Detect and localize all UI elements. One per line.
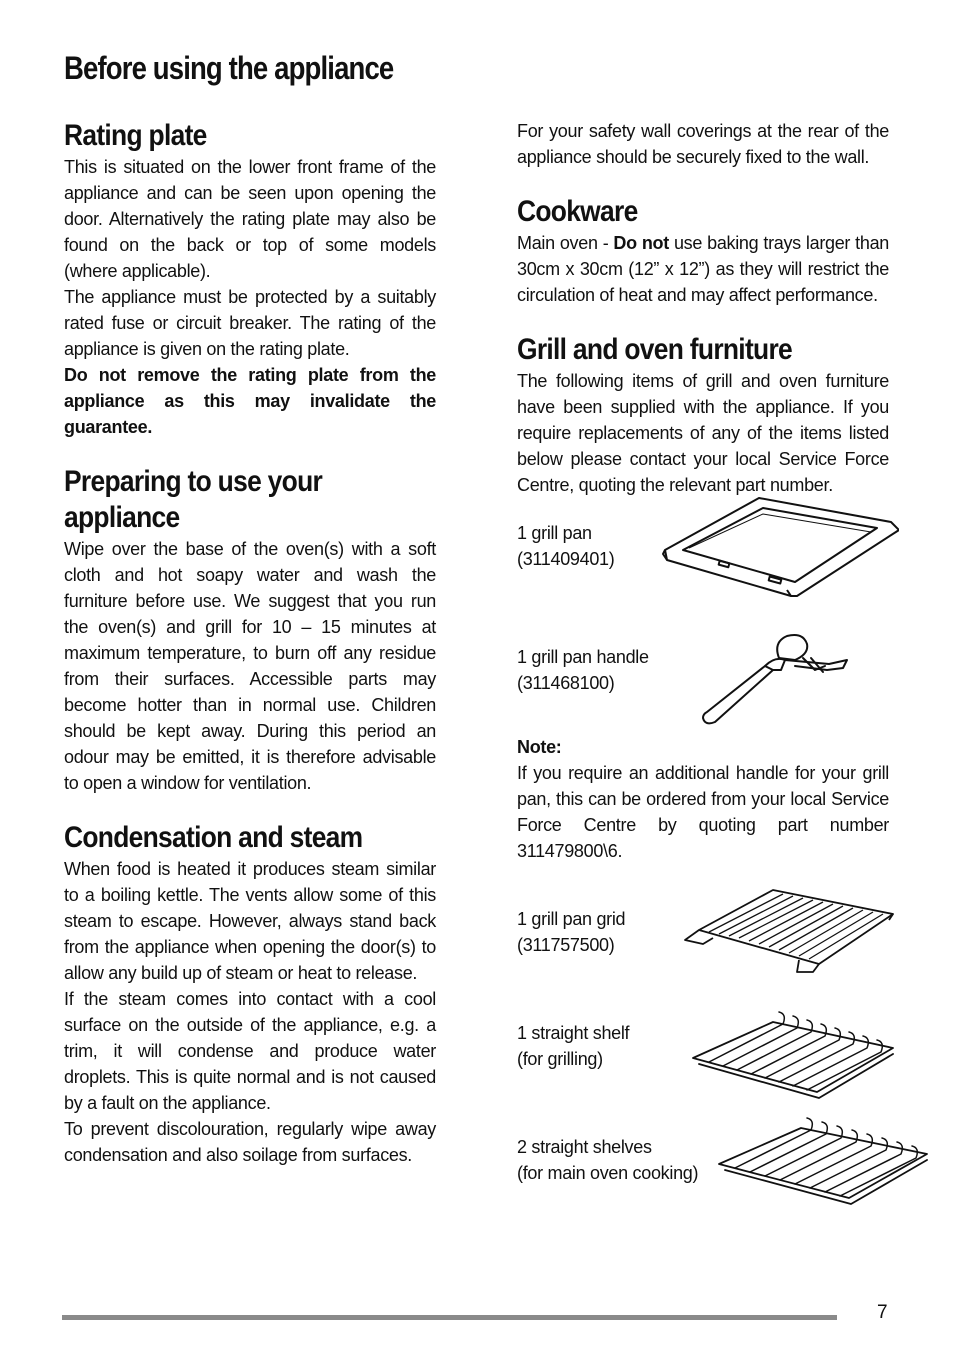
- cookware-section: [517, 194, 889, 308]
- item-part-number: (311468100): [517, 673, 615, 693]
- preparing-paragraph: Wipe over the base of the oven(s) with a soft cloth and hot soapy water and wash the furniture before use. We suggest that you run the oven(s) and grill for 10 – 15 minutes at maximum temperature, to burn off any residue from their surfaces. Accessible parts may become hotter than in normal use. Children should be kept away. During this period an odour may be emitted, it is therefore advisable to open a window for ventilation.: [64, 539, 436, 793]
- straight-shelves-icon: [713, 1114, 935, 1206]
- page-number: 7: [877, 1302, 888, 1323]
- footer-rule: [62, 1315, 837, 1320]
- note-block: [517, 734, 889, 864]
- page-title: Before using the appliance: [64, 50, 394, 86]
- item-name: 2 straight shelves: [517, 1137, 652, 1157]
- grill-pan-icon: [659, 492, 899, 600]
- cookware-heading: Cookware: [517, 195, 638, 228]
- item-part-number: (for main oven cooking): [517, 1163, 699, 1183]
- furniture-item-straight-shelves: [517, 1134, 889, 1214]
- item-part-number: (311409401): [517, 549, 615, 569]
- item-name: 1 grill pan handle: [517, 647, 649, 667]
- cookware-do-not: Do not: [613, 233, 669, 253]
- condensation-section: [64, 820, 436, 1168]
- rating-plate-warning: Do not remove the rating plate from the appliance as this may invalidate the guarantee.: [64, 365, 436, 437]
- item-label: [517, 1020, 629, 1072]
- rating-plate-paragraph-2: The appliance must be protected by a suitably rated fuse or circuit breaker. The rating of the appliance is given on the rating plate.: [64, 287, 436, 359]
- item-part-number: (311757500): [517, 935, 615, 955]
- item-name: 1 straight shelf: [517, 1023, 630, 1043]
- furniture-item-grill-pan-handle: [517, 644, 889, 734]
- cookware-paragraph: [517, 230, 889, 308]
- grill-pan-grid-icon: [679, 886, 899, 978]
- item-label: [517, 1134, 698, 1186]
- furniture-item-grill-pan-grid: [517, 906, 889, 1020]
- item-name: 1 grill pan: [517, 523, 592, 543]
- spacer: [64, 440, 436, 464]
- spacer: [517, 170, 889, 194]
- preparing-section: [64, 464, 436, 796]
- grill-pan-handle-icon: [699, 630, 849, 730]
- spacer: [517, 308, 889, 332]
- item-label: [517, 520, 614, 572]
- condensation-paragraph-3: To prevent discolouration, regularly wipe away condensation and also soilage from surfaces.: [64, 1119, 436, 1165]
- condensation-heading: Condensation and steam: [64, 821, 363, 854]
- safety-paragraph: For your safety wall coverings at the rear of the appliance should be securely fixed to the wall.: [517, 121, 889, 167]
- rating-plate-paragraph-1: This is situated on the lower front frame of the appliance and can be seen upon opening the door. Alternatively the rating plate may also be found on the back or top of some models (where applicable).: [64, 157, 436, 281]
- straight-shelf-icon: [687, 1008, 899, 1100]
- item-part-number: (for grilling): [517, 1049, 603, 1069]
- cookware-rest: use baking trays larger than 30cm x 30cm (12” x 12”) as they will restrict the circulation of heat and may affect performance.: [517, 233, 889, 305]
- left-column: [64, 118, 436, 1168]
- rating-plate-heading: Rating plate: [64, 119, 207, 152]
- furniture-heading: Grill and oven furniture: [517, 333, 792, 366]
- item-label: [517, 906, 625, 958]
- furniture-item-grill-pan: [517, 520, 889, 644]
- condensation-paragraph-2: If the steam comes into contact with a cool surface on the outside of the appliance, e.g. a trim, it will condense and produce water droplets. This is quite normal and is not caused by a fault on the appliance.: [64, 989, 436, 1113]
- preparing-heading: Preparing to use your appliance: [64, 465, 323, 534]
- furniture-section: [517, 332, 889, 1214]
- rating-plate-section: [64, 118, 436, 440]
- right-column: [517, 118, 889, 1214]
- note-text: If you require an additional handle for your grill pan, this can be ordered from your local Service Force Centre by quoting part number 311479800\6.: [517, 763, 889, 861]
- note-title: Note:: [517, 737, 562, 757]
- furniture-intro: The following items of grill and oven furniture have been supplied with the appliance. If you require replacements of any of the items listed below please contact your local Service Force Centre, quoting the relevant part number.: [517, 371, 889, 495]
- spacer: [64, 796, 436, 820]
- cookware-prefix: Main oven -: [517, 233, 614, 253]
- item-name: 1 grill pan grid: [517, 909, 626, 929]
- item-label: [517, 644, 649, 696]
- condensation-paragraph-1: When food is heated it produces steam similar to a boiling kettle. The vents allow some of this steam to escape. However, always stand back from the appliance when opening the door(s) to allow any build up of steam or heat to release.: [64, 859, 436, 983]
